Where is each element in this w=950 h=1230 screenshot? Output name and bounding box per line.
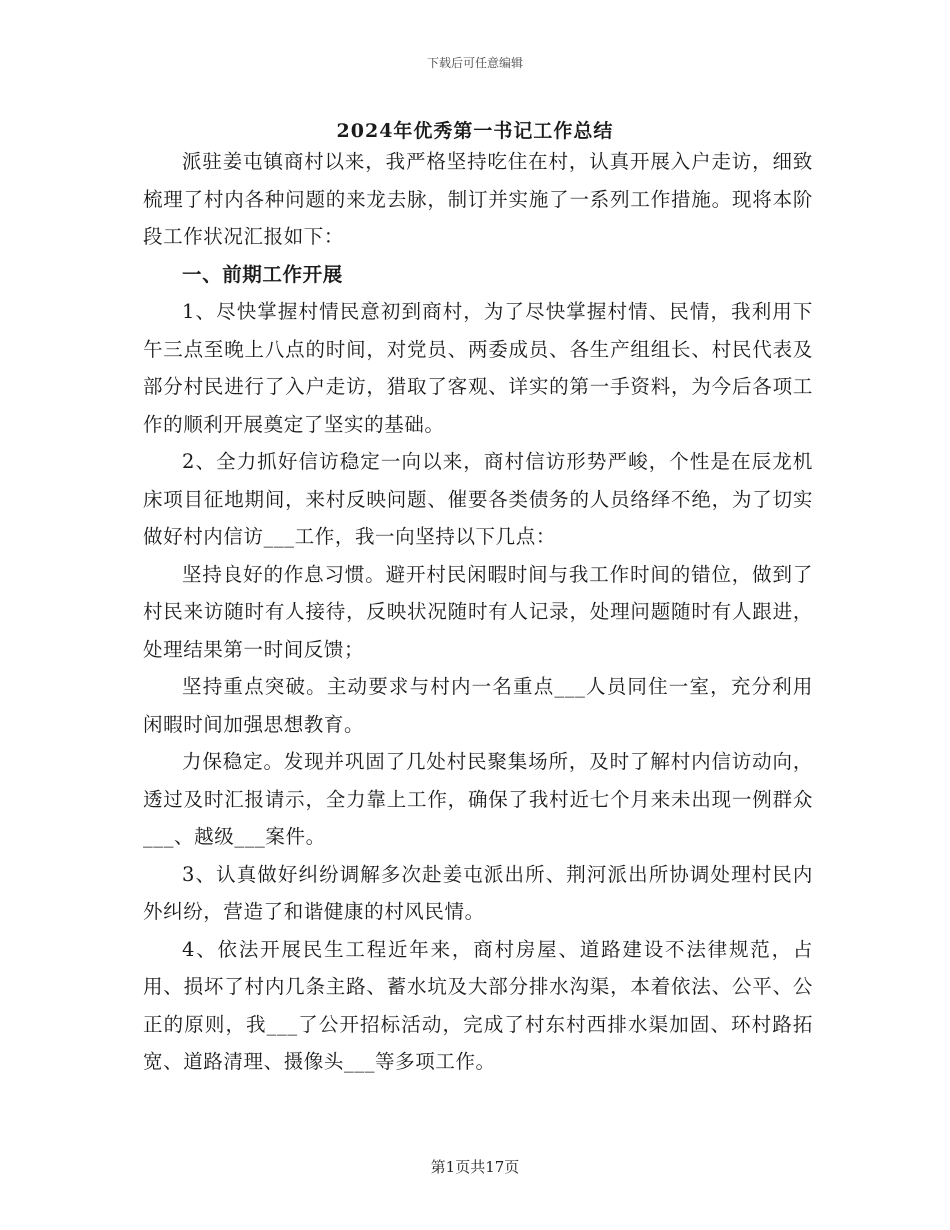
paragraph-3: 坚持良好的作息习惯。避开村民闲暇时间与我工作时间的错位，做到了村民来访随时有人接待，反映状况随时有人记录，处理问题随时有人跟进，处理结果第一时间反馈； — [143, 562, 813, 661]
intro-paragraph: 派驻姜屯镇商村以来，我严格坚持吃住在村，认真开展入户走访，细致梳理了村内各种问题的来龙去脉，制订并实施了一系列工作措施。现将本阶段工作状况汇报如下： — [143, 150, 813, 248]
paragraph-5: 力保稳定。发现并巩固了几处村民聚集场所，及时了解村内信访动向，透过及时汇报请示，全力靠上工作，确保了我村近七个月来未出现一例群众___、越级___案件。 — [143, 750, 813, 848]
document-title: 2024年优秀第一书记工作总结 — [336, 120, 614, 142]
paragraph-7: 4、依法开展民生工程近年来，商村房屋、道路建设不法律规范，占用、损坏了村内几条主路、蓄水坑及大部分排水沟渠，本着依法、公平、公正的原则，我___了公开招标活动，完成了村东村西排水渠加固、环村路拓宽、道路清理、摄像头___等多项工作。 — [143, 937, 813, 1073]
page-number: 第1页共17页 — [430, 1158, 520, 1176]
section-heading: 一、前期工作开展 — [182, 262, 343, 286]
paragraph-1: 1、尽快掌握村情民意初到商村，为了尽快掌握村情、民情，我利用下午三点至晚上八点的时间，对党员、两委成员、各生产组组长、村民代表及部分村民进行了入户走访，猎取了客观、详实的第一手资料，为今后各项工作的顺利开展奠定了坚实的基础。 — [143, 300, 813, 436]
paragraph-6: 3、认真做好纠纷调解多次赴姜屯派出所、荆河派出所协调处理村民内外纠纷，营造了和谐健康的村风民情。 — [143, 862, 813, 923]
paragraph-4: 坚持重点突破。主动要求与村内一名重点___人员同住一室，充分利用闲暇时间加强思想教育。 — [143, 675, 813, 736]
paragraph-2: 2、全力抓好信访稳定一向以来，商村信访形势严峻，个性是在辰龙机床项目征地期间，来村反映问题、催要各类债务的人员络绎不绝，为了切实做好村内信访___工作，我一向坚持以下几点： — [143, 450, 813, 548]
document-body — [143, 143, 813, 1081]
header-note: 下载后可任意编辑 — [426, 56, 523, 70]
